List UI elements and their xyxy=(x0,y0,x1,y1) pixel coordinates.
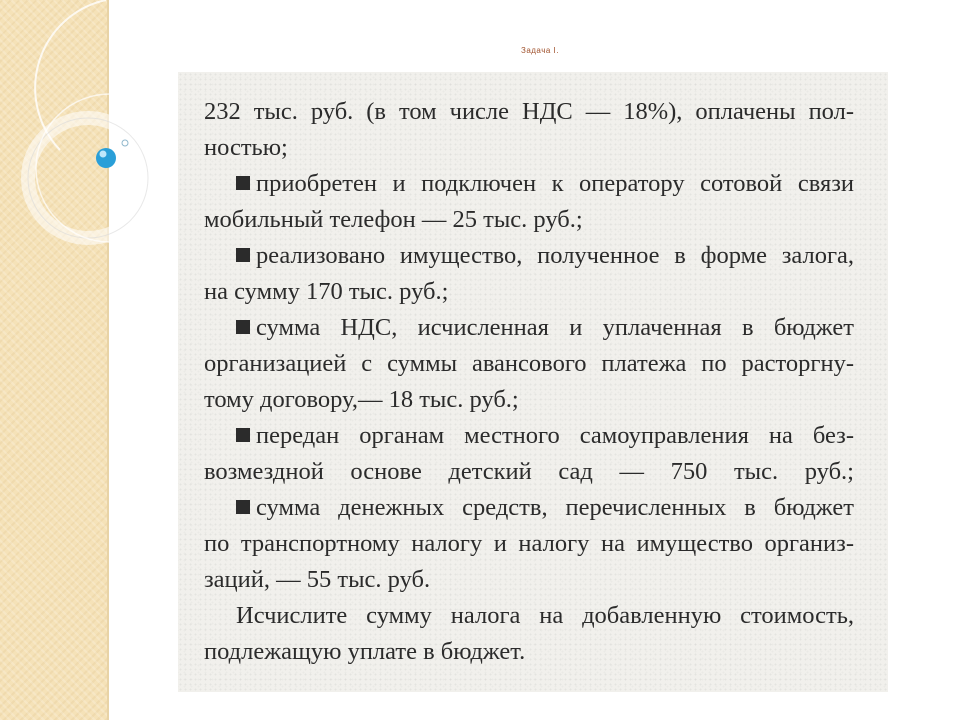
bullet-square-icon xyxy=(236,320,250,334)
text-line: 232 тыс. руб. (в том числе НДС — 18%), оплачены пол- xyxy=(204,98,854,125)
bullet-square-icon xyxy=(236,248,250,262)
bullet-line xyxy=(204,418,854,454)
decorative-sidebar xyxy=(0,0,107,720)
text-line: заций, — 55 тыс. руб. xyxy=(204,566,431,593)
bullet-line xyxy=(204,310,854,346)
text-line: Исчислите сумму налога на добавленную стоимость, xyxy=(236,602,854,629)
text-line: тому договору,— 18 тыс. руб.; xyxy=(204,386,519,413)
text-line: подлежащую уплате в бюджет. xyxy=(204,638,526,665)
text-line: возмездной основе детский сад — 750 тыс. руб.; xyxy=(204,458,854,485)
bullet-line xyxy=(204,238,854,274)
task-text xyxy=(204,94,854,670)
text-line: сумма НДС, исчисленная и уплаченная в бюджет xyxy=(256,314,854,341)
text-line: реализовано имущество, полученное в форме залога, xyxy=(256,242,854,269)
bullet-line xyxy=(204,490,854,526)
slide-title: Задача I. xyxy=(520,46,559,55)
small-orb-icon xyxy=(122,140,128,146)
text-line: ностью; xyxy=(204,134,288,161)
scanned-text-image xyxy=(178,72,888,692)
text-line: организацией с суммы авансового платежа по расторгну- xyxy=(204,350,854,377)
bullet-square-icon xyxy=(236,176,250,190)
text-line: на сумму 170 тыс. руб.; xyxy=(204,278,449,305)
text-line: сумма денежных средств, перечисленных в бюджет xyxy=(256,494,854,521)
text-line: передан органам местного самоуправления на без- xyxy=(256,422,854,449)
text-line: мобильный телефон — 25 тыс. руб.; xyxy=(204,206,583,233)
bullet-square-icon xyxy=(236,500,250,514)
bullet-line xyxy=(204,166,854,202)
text-line: по транспортному налогу и налогу на имущество организ- xyxy=(204,530,854,557)
bullet-square-icon xyxy=(236,428,250,442)
text-line: приобретен и подключен к оператору сотовой связи xyxy=(256,170,854,197)
sidebar-edge xyxy=(107,0,109,720)
